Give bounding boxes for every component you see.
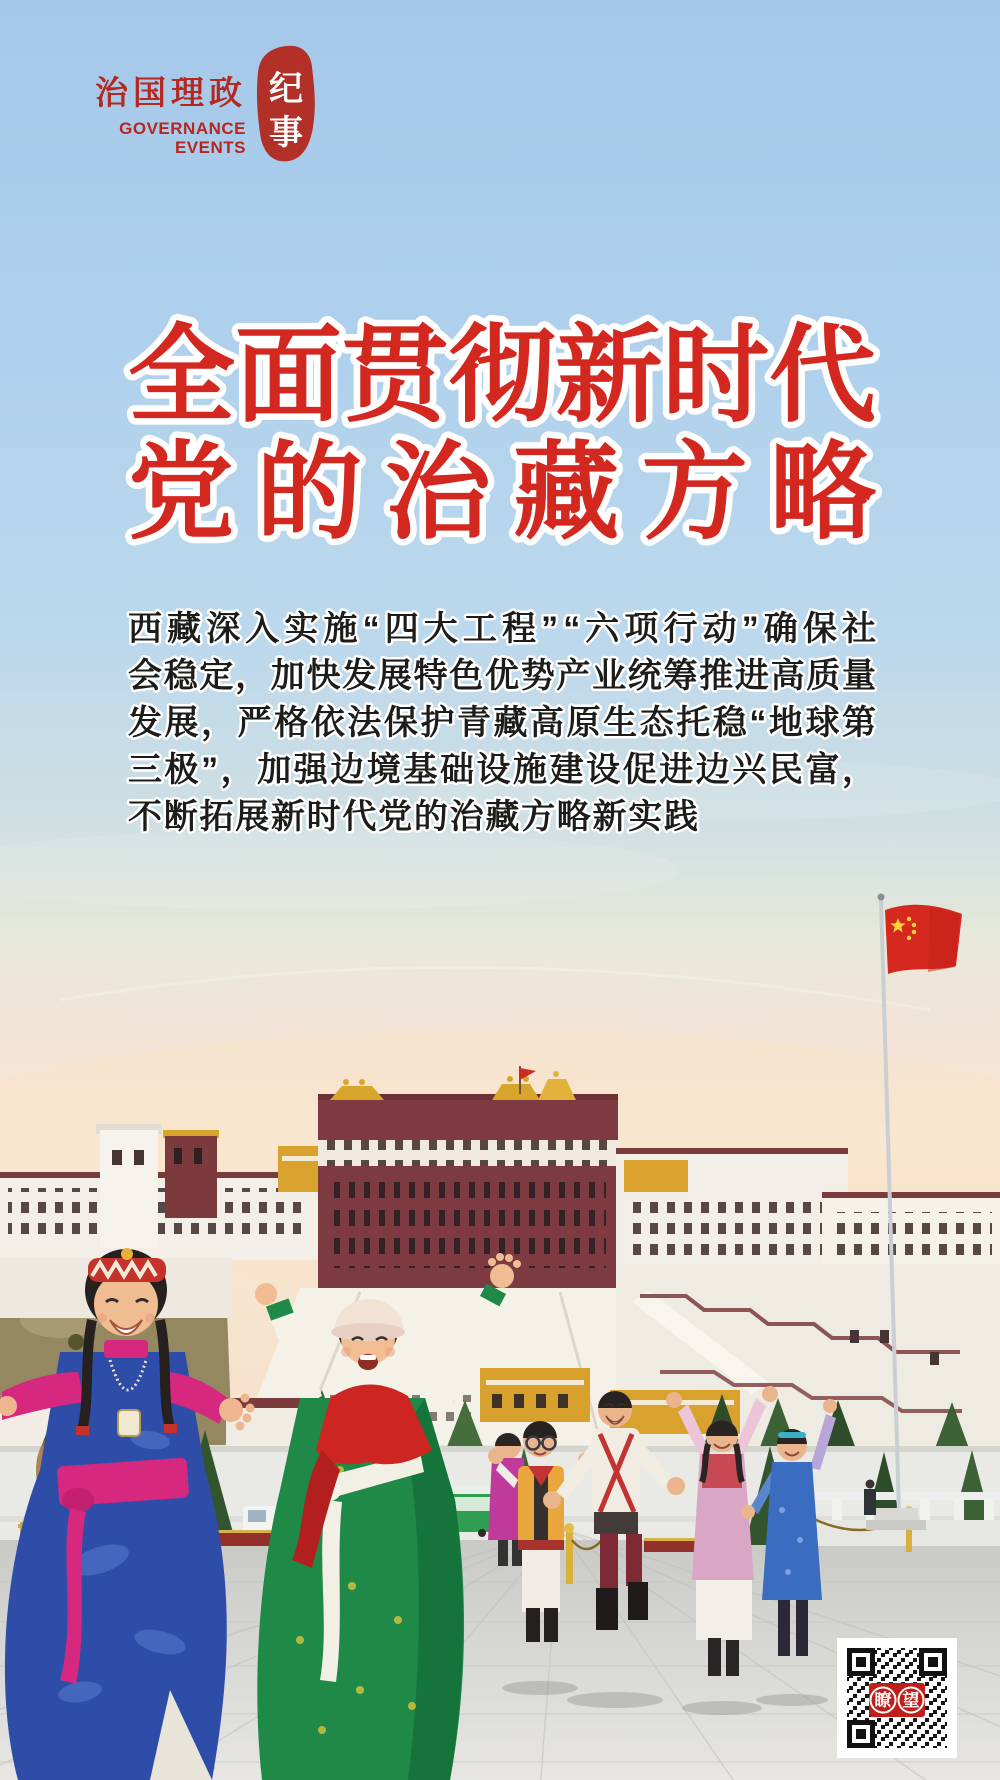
body-line-5: 不断拓展新时代党的治藏方略新实践 (128, 798, 698, 836)
qr-label-char2: 望 (902, 1691, 920, 1710)
seal-char-top: 纪 (269, 70, 303, 108)
qr-finder-bottom-left (847, 1720, 875, 1748)
seal-char-bottom: 事 (269, 114, 303, 152)
body-line-4: 三极”，加强边境基础设施建设促进边兴民富， (128, 751, 876, 789)
qr-code (837, 1638, 957, 1758)
headline-line2: 党的治藏方略 (128, 434, 876, 552)
body-line-1: 西藏深入实施“四大工程”“六项行动”确保社 (128, 610, 876, 648)
body-line-2: 会稳定，加快发展特色优势产业统筹推进高质量 (128, 657, 876, 695)
qr-finder-top-left (847, 1648, 875, 1676)
logo-subtitle-line1: GOVERNANCE (119, 119, 246, 138)
logo-seal (257, 46, 315, 162)
headline-line1: 全面贯彻新时代 (128, 317, 876, 435)
qr-finder-top-right (919, 1648, 947, 1676)
body-line-3: 发展，严格依法保护青藏高原生态托稳“地球第 (128, 704, 876, 742)
headline (128, 317, 876, 552)
logo-title: 治国理政 (95, 74, 247, 111)
logo-subtitle-line2: EVENTS (174, 138, 246, 157)
body-paragraph (128, 610, 876, 836)
masthead-logo (95, 46, 315, 162)
qr-label-badge (869, 1683, 925, 1717)
qr-label-char1: 瞭 (874, 1691, 892, 1710)
